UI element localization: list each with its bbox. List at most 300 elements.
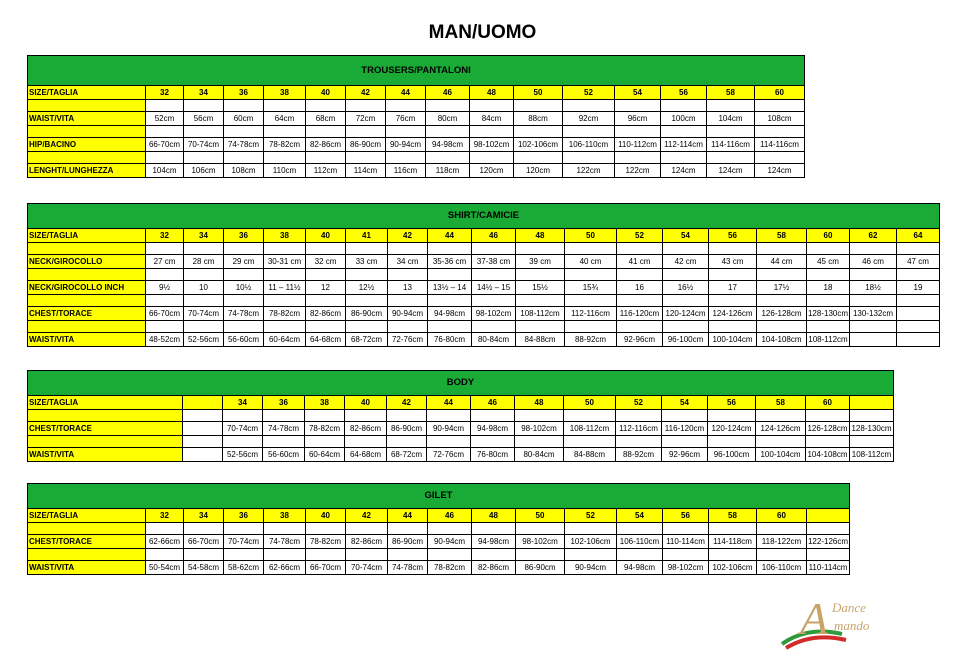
- measure-cell: 72cm: [346, 112, 386, 126]
- spacer-cell: [663, 321, 709, 333]
- row-label: SIZE/TAGLIA: [28, 229, 146, 243]
- spacer-cell: [616, 410, 662, 422]
- measure-cell: 86-90cm: [346, 138, 386, 152]
- spacer-cell: [472, 549, 516, 561]
- spacer-cell: [306, 243, 346, 255]
- row-label: NECK/GIROCOLLO INCH: [28, 281, 146, 295]
- spacer-cell: [184, 243, 224, 255]
- measure-cell: 70-74cm: [184, 307, 224, 321]
- measure-cell: 14½ – 15: [472, 281, 516, 295]
- spacer-cell: [565, 269, 617, 281]
- spacer-cell: [516, 321, 565, 333]
- spacer-cell: [564, 410, 616, 422]
- measure-cell: 82-86cm: [346, 535, 388, 549]
- spacer-label: [28, 152, 146, 164]
- measure-cell: 124cm: [755, 164, 805, 178]
- row-label: SIZE/TAGLIA: [28, 86, 146, 100]
- spacer-label: [28, 243, 146, 255]
- measure-cell: 116cm: [386, 164, 426, 178]
- spacer-cell: [807, 523, 850, 535]
- spacer-cell: [184, 100, 224, 112]
- size-cell: 56: [663, 509, 709, 523]
- measure-cell: 94-98cm: [471, 422, 515, 436]
- spacer-cell: [264, 243, 306, 255]
- measure-cell: 98-102cm: [470, 138, 514, 152]
- table-title: TROUSERS/PANTALONI: [28, 56, 805, 86]
- measure-cell: 80cm: [426, 112, 470, 126]
- measure-cell: 60-64cm: [305, 448, 345, 462]
- measure-cell: 100-104cm: [709, 333, 757, 347]
- measure-cell: 56cm: [184, 112, 224, 126]
- spacer-cell: [224, 243, 264, 255]
- measure-cell: 76-80cm: [428, 333, 472, 347]
- spacer-cell: [471, 410, 515, 422]
- size-cell: 64: [897, 229, 940, 243]
- measure-cell: 128-130cm: [807, 307, 850, 321]
- spacer-cell: [426, 152, 470, 164]
- measure-cell: 78-82cm: [264, 307, 306, 321]
- spacer-cell: [565, 243, 617, 255]
- row-label: CHEST/TORACE: [28, 535, 146, 549]
- spacer-cell: [661, 126, 707, 138]
- size-cell: 34: [184, 229, 224, 243]
- size-cell: 50: [516, 509, 565, 523]
- table-row: [28, 229, 940, 243]
- size-cell: 50: [514, 86, 563, 100]
- measure-cell: 110-112cm: [615, 138, 661, 152]
- table-row: [28, 535, 850, 549]
- spacer-cell: [661, 152, 707, 164]
- size-cell: 38: [264, 229, 306, 243]
- measure-cell: 18: [807, 281, 850, 295]
- spacer-cell: [428, 321, 472, 333]
- spacer-cell: [426, 126, 470, 138]
- measure-cell: 66-70cm: [146, 138, 184, 152]
- size-cell: 60: [806, 396, 850, 410]
- spacer-cell: [663, 523, 709, 535]
- measure-cell: 86-90cm: [388, 535, 428, 549]
- measure-cell: 124cm: [661, 164, 707, 178]
- measure-cell: 92-96cm: [617, 333, 663, 347]
- spacer-cell: [223, 410, 263, 422]
- size-cell: 48: [515, 396, 564, 410]
- spacer-cell: [850, 436, 894, 448]
- spacer-cell: [146, 152, 184, 164]
- spacer-cell: [146, 100, 184, 112]
- size-cell: 52: [565, 509, 617, 523]
- table-row: [28, 86, 805, 100]
- measure-cell: 112-116cm: [565, 307, 617, 321]
- spacer-cell: [707, 126, 755, 138]
- spacer-cell: [426, 100, 470, 112]
- size-cell: 50: [565, 229, 617, 243]
- size-cell: 34: [184, 86, 224, 100]
- spacer-cell: [224, 269, 264, 281]
- spacer-cell: [346, 243, 388, 255]
- size-cell: 60: [755, 86, 805, 100]
- spacer-cell: [428, 523, 472, 535]
- row-label: WAIST/VITA: [28, 448, 183, 462]
- spacer-cell: [224, 549, 264, 561]
- measure-cell: 116-120cm: [662, 422, 708, 436]
- measure-cell: 12: [306, 281, 346, 295]
- measure-cell: 46 cm: [850, 255, 897, 269]
- size-cell: 38: [264, 509, 306, 523]
- measure-cell: 114cm: [346, 164, 386, 178]
- spacer-cell: [346, 549, 388, 561]
- size-cell: 42: [388, 229, 428, 243]
- spacer-cell: [183, 410, 223, 422]
- spacer-cell: [565, 523, 617, 535]
- row-label: CHEST/TORACE: [28, 307, 146, 321]
- spacer-label: [28, 100, 146, 112]
- measure-cell: 96cm: [615, 112, 661, 126]
- measure-cell: 78-82cm: [306, 535, 346, 549]
- spacer-cell: [184, 269, 224, 281]
- size-cell: 36: [263, 396, 305, 410]
- spacer-row: [28, 523, 850, 535]
- spacer-cell: [345, 436, 387, 448]
- spacer-cell: [184, 523, 224, 535]
- spacer-cell: [146, 243, 184, 255]
- measure-cell: 11 – 11½: [264, 281, 306, 295]
- measure-cell: 114-118cm: [709, 535, 757, 549]
- spacer-cell: [663, 269, 709, 281]
- spacer-cell: [514, 100, 563, 112]
- size-cell: 42: [346, 509, 388, 523]
- measure-cell: 43 cm: [709, 255, 757, 269]
- spacer-label: [28, 269, 146, 281]
- measure-cell: 124cm: [707, 164, 755, 178]
- size-cell: 34: [223, 396, 263, 410]
- spacer-cell: [516, 523, 565, 535]
- measure-cell: 56-60cm: [263, 448, 305, 462]
- size-table-3: [27, 370, 894, 462]
- measure-cell: 37-38 cm: [472, 255, 516, 269]
- measure-cell: 66-70cm: [184, 535, 224, 549]
- spacer-cell: [388, 549, 428, 561]
- measure-cell: 60cm: [224, 112, 264, 126]
- spacer-cell: [224, 523, 264, 535]
- spacer-cell: [806, 410, 850, 422]
- spacer-label: [28, 523, 146, 535]
- spacer-row: [28, 152, 805, 164]
- row-label: NECK/GIROCOLLO: [28, 255, 146, 269]
- size-cell: 44: [386, 86, 426, 100]
- page-title: MAN/UOMO: [428, 22, 537, 43]
- spacer-cell: [516, 243, 565, 255]
- row-label: HIP/BACINO: [28, 138, 146, 152]
- spacer-cell: [388, 243, 428, 255]
- measure-cell: 108cm: [755, 112, 805, 126]
- measure-cell: 84-88cm: [516, 333, 565, 347]
- logo-text-1: Dance: [832, 600, 866, 615]
- measure-cell: 10½: [224, 281, 264, 295]
- spacer-cell: [388, 523, 428, 535]
- size-cell: 52: [616, 396, 662, 410]
- size-cell: 54: [663, 229, 709, 243]
- size-cell: 52: [563, 86, 615, 100]
- measure-cell: 110cm: [264, 164, 306, 178]
- measure-cell: 58-62cm: [224, 561, 264, 575]
- measure-cell: 122-126cm: [807, 535, 850, 549]
- spacer-cell: [427, 436, 471, 448]
- measure-cell: 52-56cm: [223, 448, 263, 462]
- spacer-cell: [514, 152, 563, 164]
- measure-cell: 94-98cm: [617, 561, 663, 575]
- spacer-cell: [757, 269, 807, 281]
- row-label: WAIST/VITA: [28, 333, 146, 347]
- spacer-row: [28, 436, 894, 448]
- spacer-cell: [428, 295, 472, 307]
- measure-cell: 74-78cm: [264, 535, 306, 549]
- measure-cell: 16½: [663, 281, 709, 295]
- spacer-cell: [756, 436, 806, 448]
- spacer-cell: [755, 100, 805, 112]
- measure-cell: 112-116cm: [616, 422, 662, 436]
- spacer-label: [28, 321, 146, 333]
- measure-cell: 13: [388, 281, 428, 295]
- table-row: [28, 509, 850, 523]
- measure-cell: 90-94cm: [386, 138, 426, 152]
- spacer-cell: [264, 152, 306, 164]
- measure-cell: 54-58cm: [184, 561, 224, 575]
- spacer-cell: [617, 321, 663, 333]
- size-cell: 60: [807, 229, 850, 243]
- dance-amando-logo: [772, 586, 892, 652]
- spacer-cell: [516, 269, 565, 281]
- table-row: [28, 307, 940, 321]
- spacer-cell: [709, 523, 757, 535]
- measure-cell: 72-76cm: [388, 333, 428, 347]
- spacer-cell: [663, 243, 709, 255]
- spacer-cell: [663, 295, 709, 307]
- row-label: WAIST/VITA: [28, 561, 146, 575]
- measure-cell: 76cm: [386, 112, 426, 126]
- size-cell: 46: [471, 396, 515, 410]
- spacer-cell: [850, 321, 897, 333]
- measure-cell: 102-106cm: [565, 535, 617, 549]
- spacer-row: [28, 321, 940, 333]
- measure-cell: 100-104cm: [756, 448, 806, 462]
- spacer-cell: [264, 100, 306, 112]
- measure-cell: 86-90cm: [516, 561, 565, 575]
- table-row: [28, 561, 850, 575]
- measure-cell: 32 cm: [306, 255, 346, 269]
- measure-cell: 108cm: [224, 164, 264, 178]
- table-row: [28, 164, 805, 178]
- spacer-cell: [897, 321, 940, 333]
- table-row: [28, 448, 894, 462]
- measure-cell: 66-70cm: [306, 561, 346, 575]
- size-cell: 60: [757, 509, 807, 523]
- measure-cell: 82-86cm: [472, 561, 516, 575]
- size-cell: 38: [264, 86, 306, 100]
- spacer-cell: [757, 523, 807, 535]
- spacer-cell: [388, 321, 428, 333]
- measure-cell: [897, 307, 940, 321]
- measure-cell: 112-114cm: [661, 138, 707, 152]
- spacer-cell: [428, 549, 472, 561]
- spacer-cell: [470, 152, 514, 164]
- size-cell: 40: [306, 509, 346, 523]
- table-row: [28, 396, 894, 410]
- spacer-cell: [305, 410, 345, 422]
- measure-cell: [183, 422, 223, 436]
- measure-cell: 120cm: [514, 164, 563, 178]
- spacer-cell: [757, 549, 807, 561]
- spacer-cell: [516, 549, 565, 561]
- measure-cell: 86-90cm: [387, 422, 427, 436]
- measure-cell: 106-110cm: [757, 561, 807, 575]
- spacer-cell: [472, 523, 516, 535]
- measure-cell: 41 cm: [617, 255, 663, 269]
- spacer-cell: [264, 549, 306, 561]
- spacer-cell: [709, 243, 757, 255]
- spacer-row: [28, 549, 850, 561]
- size-cell: 32: [146, 229, 184, 243]
- spacer-label: [28, 436, 183, 448]
- size-cell: 48: [472, 509, 516, 523]
- measure-cell: 29 cm: [224, 255, 264, 269]
- spacer-cell: [617, 549, 663, 561]
- measure-cell: 94-98cm: [472, 535, 516, 549]
- spacer-cell: [470, 100, 514, 112]
- spacer-cell: [708, 436, 756, 448]
- spacer-row: [28, 410, 894, 422]
- spacer-cell: [224, 100, 264, 112]
- spacer-cell: [708, 410, 756, 422]
- table-title: GILET: [28, 484, 850, 509]
- size-cell: 58: [707, 86, 755, 100]
- row-label: LENGHT/LUNGHEZZA: [28, 164, 146, 178]
- spacer-cell: [514, 126, 563, 138]
- measure-cell: 96-100cm: [708, 448, 756, 462]
- measure-cell: 76-80cm: [471, 448, 515, 462]
- measure-cell: 88cm: [514, 112, 563, 126]
- measure-cell: 90-94cm: [388, 307, 428, 321]
- spacer-cell: [897, 269, 940, 281]
- table-row: [28, 255, 940, 269]
- size-cell: 58: [757, 229, 807, 243]
- measure-cell: 104cm: [707, 112, 755, 126]
- measure-cell: 52cm: [146, 112, 184, 126]
- spacer-cell: [807, 243, 850, 255]
- spacer-cell: [807, 295, 850, 307]
- measure-cell: 62-66cm: [264, 561, 306, 575]
- measure-cell: 33 cm: [346, 255, 388, 269]
- table-row: [28, 333, 940, 347]
- size-cell: 36: [224, 86, 264, 100]
- measure-cell: 70-74cm: [224, 535, 264, 549]
- spacer-row: [28, 295, 940, 307]
- size-cell: [850, 396, 894, 410]
- size-cell: 44: [428, 229, 472, 243]
- size-cell: 52: [617, 229, 663, 243]
- spacer-cell: [346, 523, 388, 535]
- spacer-cell: [306, 523, 346, 535]
- measure-cell: 122cm: [615, 164, 661, 178]
- size-cell: 40: [306, 86, 346, 100]
- spacer-cell: [386, 126, 426, 138]
- spacer-cell: [615, 100, 661, 112]
- measure-cell: 120-124cm: [663, 307, 709, 321]
- size-cell: 56: [708, 396, 756, 410]
- spacer-cell: [707, 100, 755, 112]
- spacer-cell: [184, 549, 224, 561]
- spacer-cell: [563, 152, 615, 164]
- spacer-row: [28, 243, 940, 255]
- measure-cell: 78-82cm: [305, 422, 345, 436]
- spacer-cell: [757, 295, 807, 307]
- measure-cell: 66-70cm: [146, 307, 184, 321]
- logo-letter: A: [800, 593, 829, 644]
- spacer-cell: [346, 321, 388, 333]
- spacer-cell: [470, 126, 514, 138]
- spacer-row: [28, 126, 805, 138]
- measure-cell: 108-112cm: [807, 333, 850, 347]
- spacer-cell: [755, 126, 805, 138]
- spacer-cell: [306, 269, 346, 281]
- spacer-cell: [897, 295, 940, 307]
- measure-cell: 92-96cm: [662, 448, 708, 462]
- spacer-cell: [709, 295, 757, 307]
- spacer-cell: [428, 269, 472, 281]
- measure-cell: 50-54cm: [146, 561, 184, 575]
- measure-cell: 114-116cm: [707, 138, 755, 152]
- measure-cell: 27 cm: [146, 255, 184, 269]
- spacer-cell: [663, 549, 709, 561]
- spacer-cell: [386, 100, 426, 112]
- spacer-cell: [264, 321, 306, 333]
- measure-cell: 16: [617, 281, 663, 295]
- spacer-cell: [306, 321, 346, 333]
- spacer-cell: [707, 152, 755, 164]
- spacer-cell: [306, 152, 346, 164]
- measure-cell: 42 cm: [663, 255, 709, 269]
- measure-cell: 124-126cm: [709, 307, 757, 321]
- measure-cell: 70-74cm: [346, 561, 388, 575]
- spacer-cell: [184, 295, 224, 307]
- spacer-cell: [146, 295, 184, 307]
- spacer-cell: [709, 321, 757, 333]
- spacer-cell: [306, 100, 346, 112]
- size-cell: 44: [388, 509, 428, 523]
- measure-cell: 110-114cm: [807, 561, 850, 575]
- spacer-cell: [616, 436, 662, 448]
- spacer-cell: [346, 295, 388, 307]
- measure-cell: 104-108cm: [806, 448, 850, 462]
- measure-cell: 84-88cm: [564, 448, 616, 462]
- row-label: CHEST/TORACE: [28, 422, 183, 436]
- measure-cell: 106-110cm: [563, 138, 615, 152]
- spacer-cell: [617, 523, 663, 535]
- measure-cell: 128-130cm: [850, 422, 894, 436]
- spacer-cell: [807, 549, 850, 561]
- size-cell: 58: [756, 396, 806, 410]
- measure-cell: 98-102cm: [472, 307, 516, 321]
- spacer-label: [28, 126, 146, 138]
- spacer-cell: [184, 126, 224, 138]
- spacer-cell: [224, 321, 264, 333]
- table-title: SHIRT/CAMICIE: [28, 204, 940, 229]
- spacer-cell: [617, 243, 663, 255]
- spacer-cell: [346, 269, 388, 281]
- size-cell: 38: [305, 396, 345, 410]
- spacer-cell: [306, 295, 346, 307]
- measure-cell: 28 cm: [184, 255, 224, 269]
- spacer-cell: [264, 523, 306, 535]
